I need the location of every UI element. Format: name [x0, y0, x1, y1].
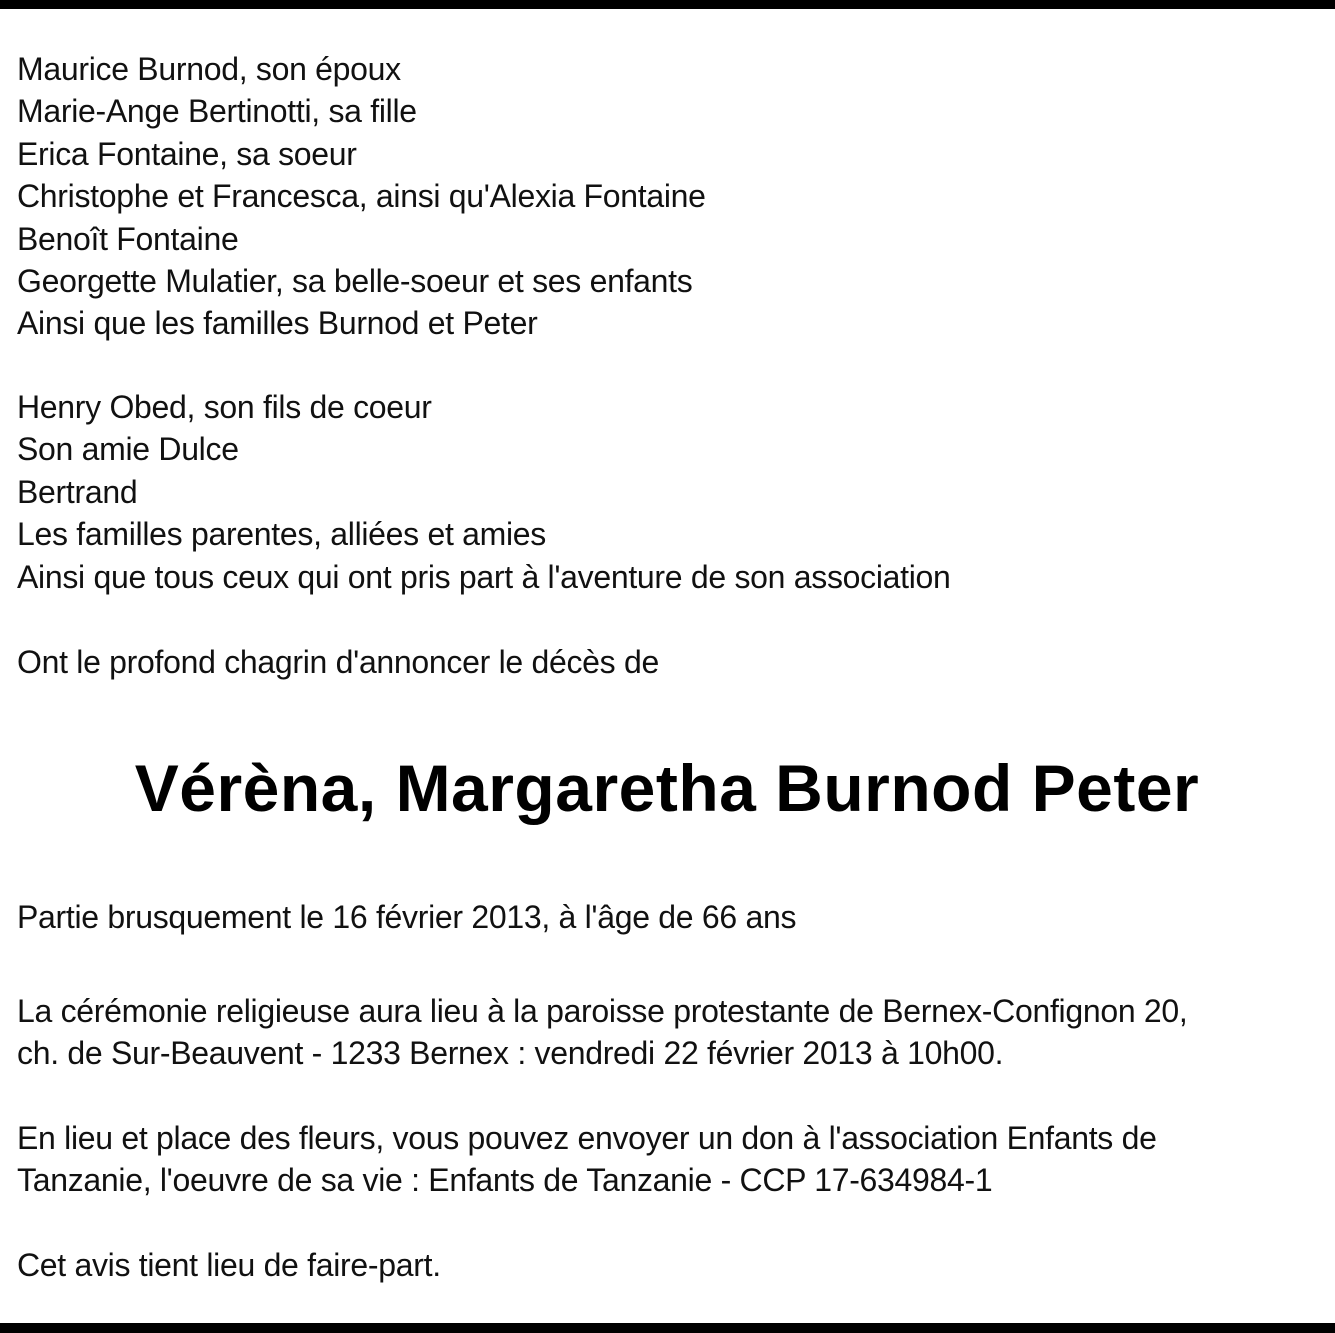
family-line: Ainsi que les familles Burnod et Peter	[17, 305, 538, 342]
friends-line: Les familles parentes, alliées et amies	[17, 516, 547, 553]
donation-line: Tanzanie, l'oeuvre de sa vie : Enfants de Tanzanie - CCP 17-634984-1	[17, 1162, 993, 1199]
donation-details	[17, 1117, 1157, 1202]
family-line: Maurice Burnod, son époux	[17, 51, 401, 87]
friends-line: Ainsi que tous ceux qui ont pris part à l'aventure de son association	[17, 558, 951, 595]
notice-text: Cet avis tient lieu de faire-part.	[17, 1247, 441, 1283]
family-line: Marie-Ange Bertinotti, sa fille	[17, 93, 417, 130]
ceremony-details	[17, 990, 1188, 1075]
deceased-name-heading: Vérèna, Margaretha Burnod Peter	[134, 751, 1200, 825]
friends-line: Son amie Dulce	[17, 431, 239, 468]
announcement-intro	[17, 641, 659, 683]
family-list	[17, 48, 706, 345]
ceremony-line: ch. de Sur-Beauvent - 1233 Bernex : vendredi 22 février 2013 à 10h00.	[17, 1035, 1004, 1072]
friends-line: Henry Obed, son fils de coeur	[17, 389, 432, 425]
top-border-rule	[0, 0, 1335, 9]
death-info	[17, 896, 796, 938]
death-info-text: Partie brusquement le 16 février 2013, à l'âge de 66 ans	[17, 899, 797, 935]
bottom-border-rule	[0, 1323, 1335, 1333]
announcement-text: Ont le profond chagrin d'annoncer le décès de	[17, 644, 659, 680]
family-line: Georgette Mulatier, sa belle-soeur et ses enfants	[17, 262, 693, 299]
ceremony-line: La cérémonie religieuse aura lieu à la paroisse protestante de Bernex-Confignon 20,	[17, 993, 1188, 1029]
family-line: Erica Fontaine, sa soeur	[17, 135, 357, 172]
friends-list	[17, 386, 951, 598]
faire-part-notice	[17, 1244, 441, 1286]
donation-line: En lieu et place des fleurs, vous pouvez envoyer un don à l'association Enfants de	[17, 1120, 1157, 1156]
family-line: Benoît Fontaine	[17, 220, 239, 257]
family-line: Christophe et Francesca, ainsi qu'Alexia Fontaine	[17, 178, 706, 215]
friends-line: Bertrand	[17, 473, 138, 510]
